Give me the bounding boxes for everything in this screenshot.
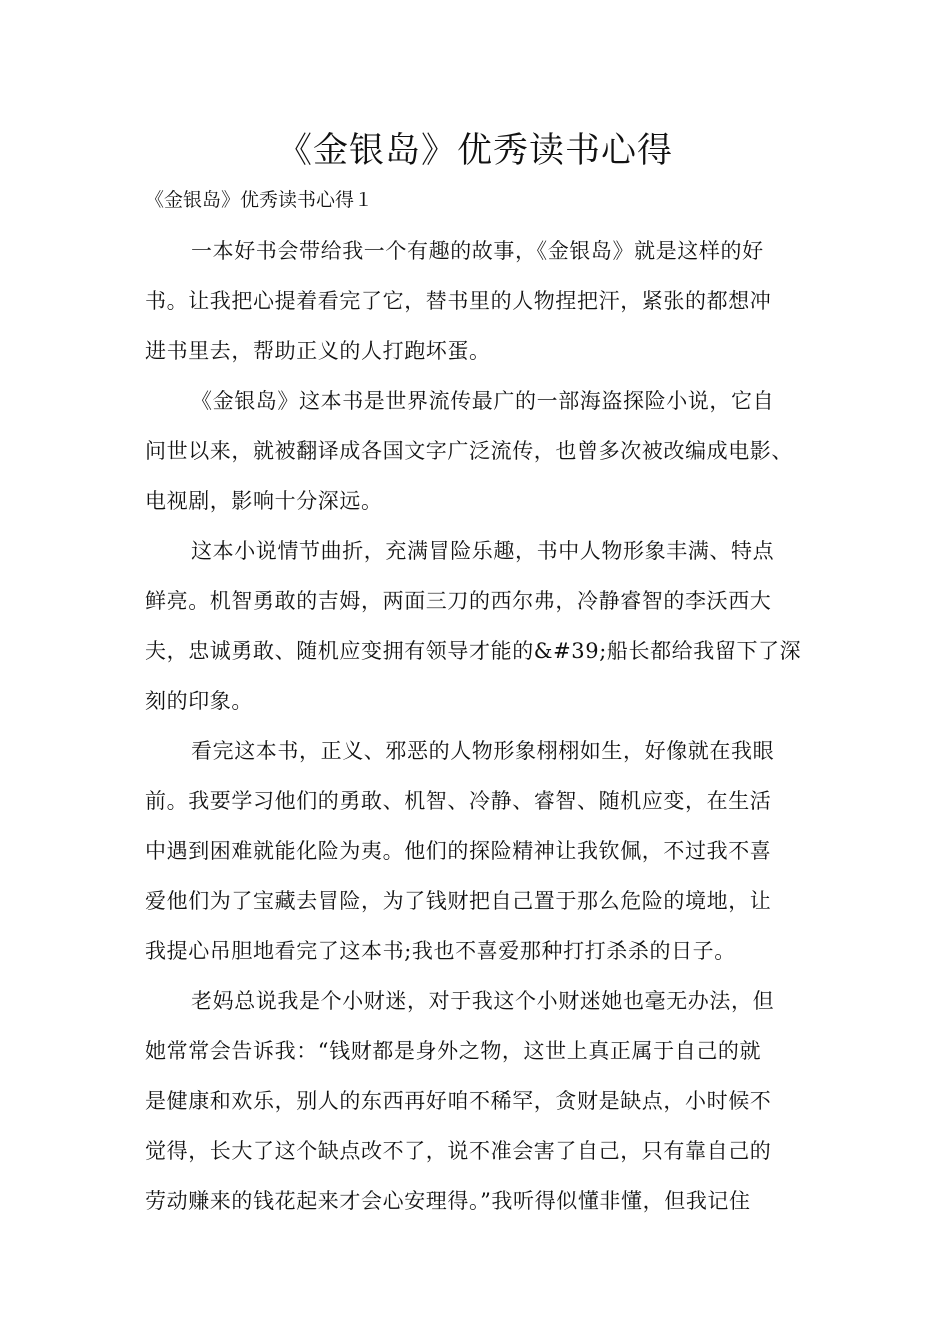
text-line: 老妈总说我是个小财迷，对于我这个小财迷她也毫无办法，但 [191, 989, 775, 1013]
text-line: 这本小说情节曲折，充满冒险乐趣，书中人物形象丰满、特点 [191, 539, 775, 563]
text-line: 她常常会告诉我：“钱财都是身外之物，这世上真正属于自己的就 [145, 1039, 762, 1063]
text-line: 爱他们为了宝藏去冒险，为了钱财把自己置于那么危险的境地，让 [145, 889, 772, 913]
text-line: 进书里去，帮助正义的人打跑坏蛋。 [145, 339, 491, 363]
text-line: 一本好书会带给我一个有趣的故事，《金银岛》就是这样的好 [191, 239, 764, 263]
document-title: 《金银岛》优秀读书心得 [276, 131, 673, 171]
text-line: 中遇到困难就能化险为夷。他们的探险精神让我钦佩，不过我不喜 [145, 839, 772, 863]
text-line: 看完这本书，正义、邪恶的人物形象栩栩如生，好像就在我眼 [191, 739, 775, 763]
text-line: 问世以来，就被翻译成各国文字广泛流传，也曾多次被改编成电影、 [145, 439, 793, 463]
text-line: 劳动赚来的钱花起来才会心安理得。”我听得似懂非懂，但我记住 [145, 1189, 751, 1213]
text-line: 电视剧，影响十分深远。 [145, 489, 383, 513]
text-line: 我提心吊胆地看完了这本书;我也不喜爱那种打打杀杀的日子。 [145, 939, 736, 963]
document-subtitle: 《金银岛》优秀读书心得１ [145, 189, 374, 211]
text-line: 是健康和欢乐，别人的东西再好咱不稀罕，贪财是缺点，小时候不 [145, 1089, 772, 1113]
text-line: 书。让我把心提着看完了它，替书里的人物捏把汗，紧张的都想冲 [145, 289, 772, 313]
text-line: 前。我要学习他们的勇敢、机智、冷静、睿智、随机应变，在生活 [145, 789, 772, 813]
text-line: 鲜亮。机智勇敢的吉姆，两面三刀的西尔弗，冷静睿智的李沃西大 [145, 589, 772, 613]
text-line: 夫，忠诚勇敢、随机应变拥有领导才能的&#39;船长都给我留下了深 [145, 639, 802, 663]
text-line: 觉得，长大了这个缺点改不了，说不准会害了自己，只有靠自己的 [145, 1139, 772, 1163]
text-line: 刻的印象。 [145, 689, 253, 713]
text-line: 《金银岛》这本书是世界流传最广的一部海盗探险小说，它自 [191, 389, 775, 413]
